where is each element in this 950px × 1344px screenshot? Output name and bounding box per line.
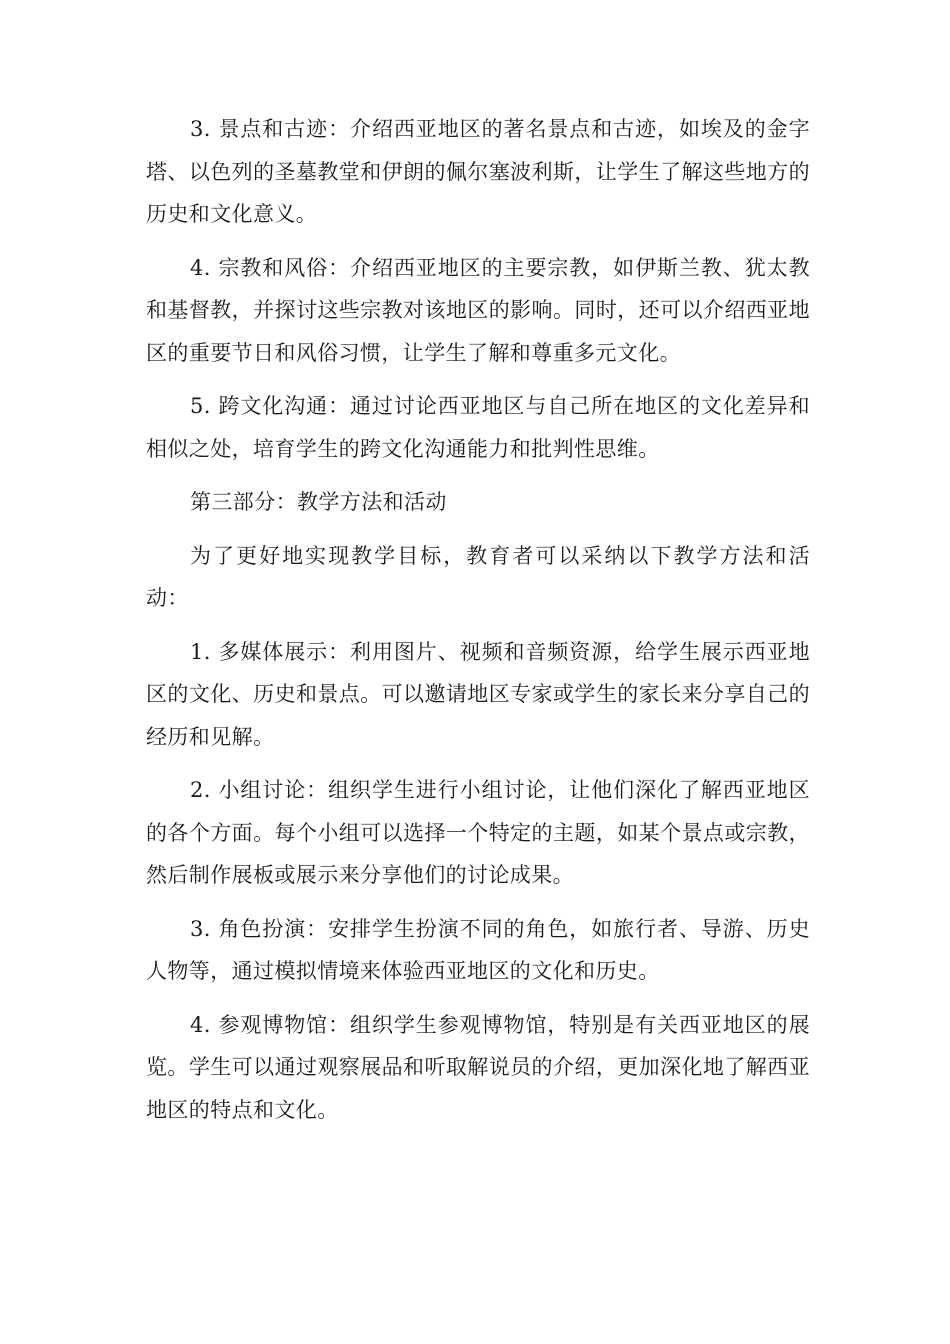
list-item-scenic-spots: 3. 景点和古迹：介绍西亚地区的著名景点和古迹，如埃及的金字塔、以色列的圣墓教堂和伊朗的佩尔塞波利斯，让学生了解这些地方的历史和文化意义。 [146,117,810,226]
list-item-religion-customs: 4. 宗教和风俗：介绍西亚地区的主要宗教，如伊斯兰教、犹太教和基督教，并探讨这些宗教对该地区的影响。同时，还可以介绍西亚地区的重要节日和风俗习惯，让学生了解和尊重多元文化。 [146,255,810,365]
section-heading: 第三部分：教学方法和活动 [190,490,447,514]
list-item-group-discussion: 2. 小组讨论：组织学生进行小组讨论，让他们深化了解西亚地区的各个方面。每个小组可以选择一个特定的主题，如某个景点或宗教，然后制作展板或展示来分享他们的讨论成果。 [146,778,810,887]
document-page [146,108,810,1142]
intro-paragraph: 为了更好地实现教学目标，教育者可以采纳以下教学方法和活动： [146,543,810,610]
list-item-role-play: 3. 角色扮演：安排学生扮演不同的角色，如旅行者、导游、历史人物等，通过模拟情境来体验西亚地区的文化和历史。 [146,916,810,983]
list-item-cross-cultural: 5. 跨文化沟通：通过讨论西亚地区与自己所在地区的文化差异和相似之处，培育学生的跨文化沟通能力和批判性思维。 [146,394,810,461]
list-item-museum-visit: 4. 参观博物馆：组织学生参观博物馆，特别是有关西亚地区的展览。学生可以通过观察展品和听取解说员的介绍，更加深化地了解西亚地区的特点和文化。 [146,1012,810,1122]
list-item-multimedia: 1. 多媒体展示：利用图片、视频和音频资源，给学生展示西亚地区的文化、历史和景点。可以邀请地区专家或学生的家长来分享自己的经历和见解。 [146,639,810,749]
